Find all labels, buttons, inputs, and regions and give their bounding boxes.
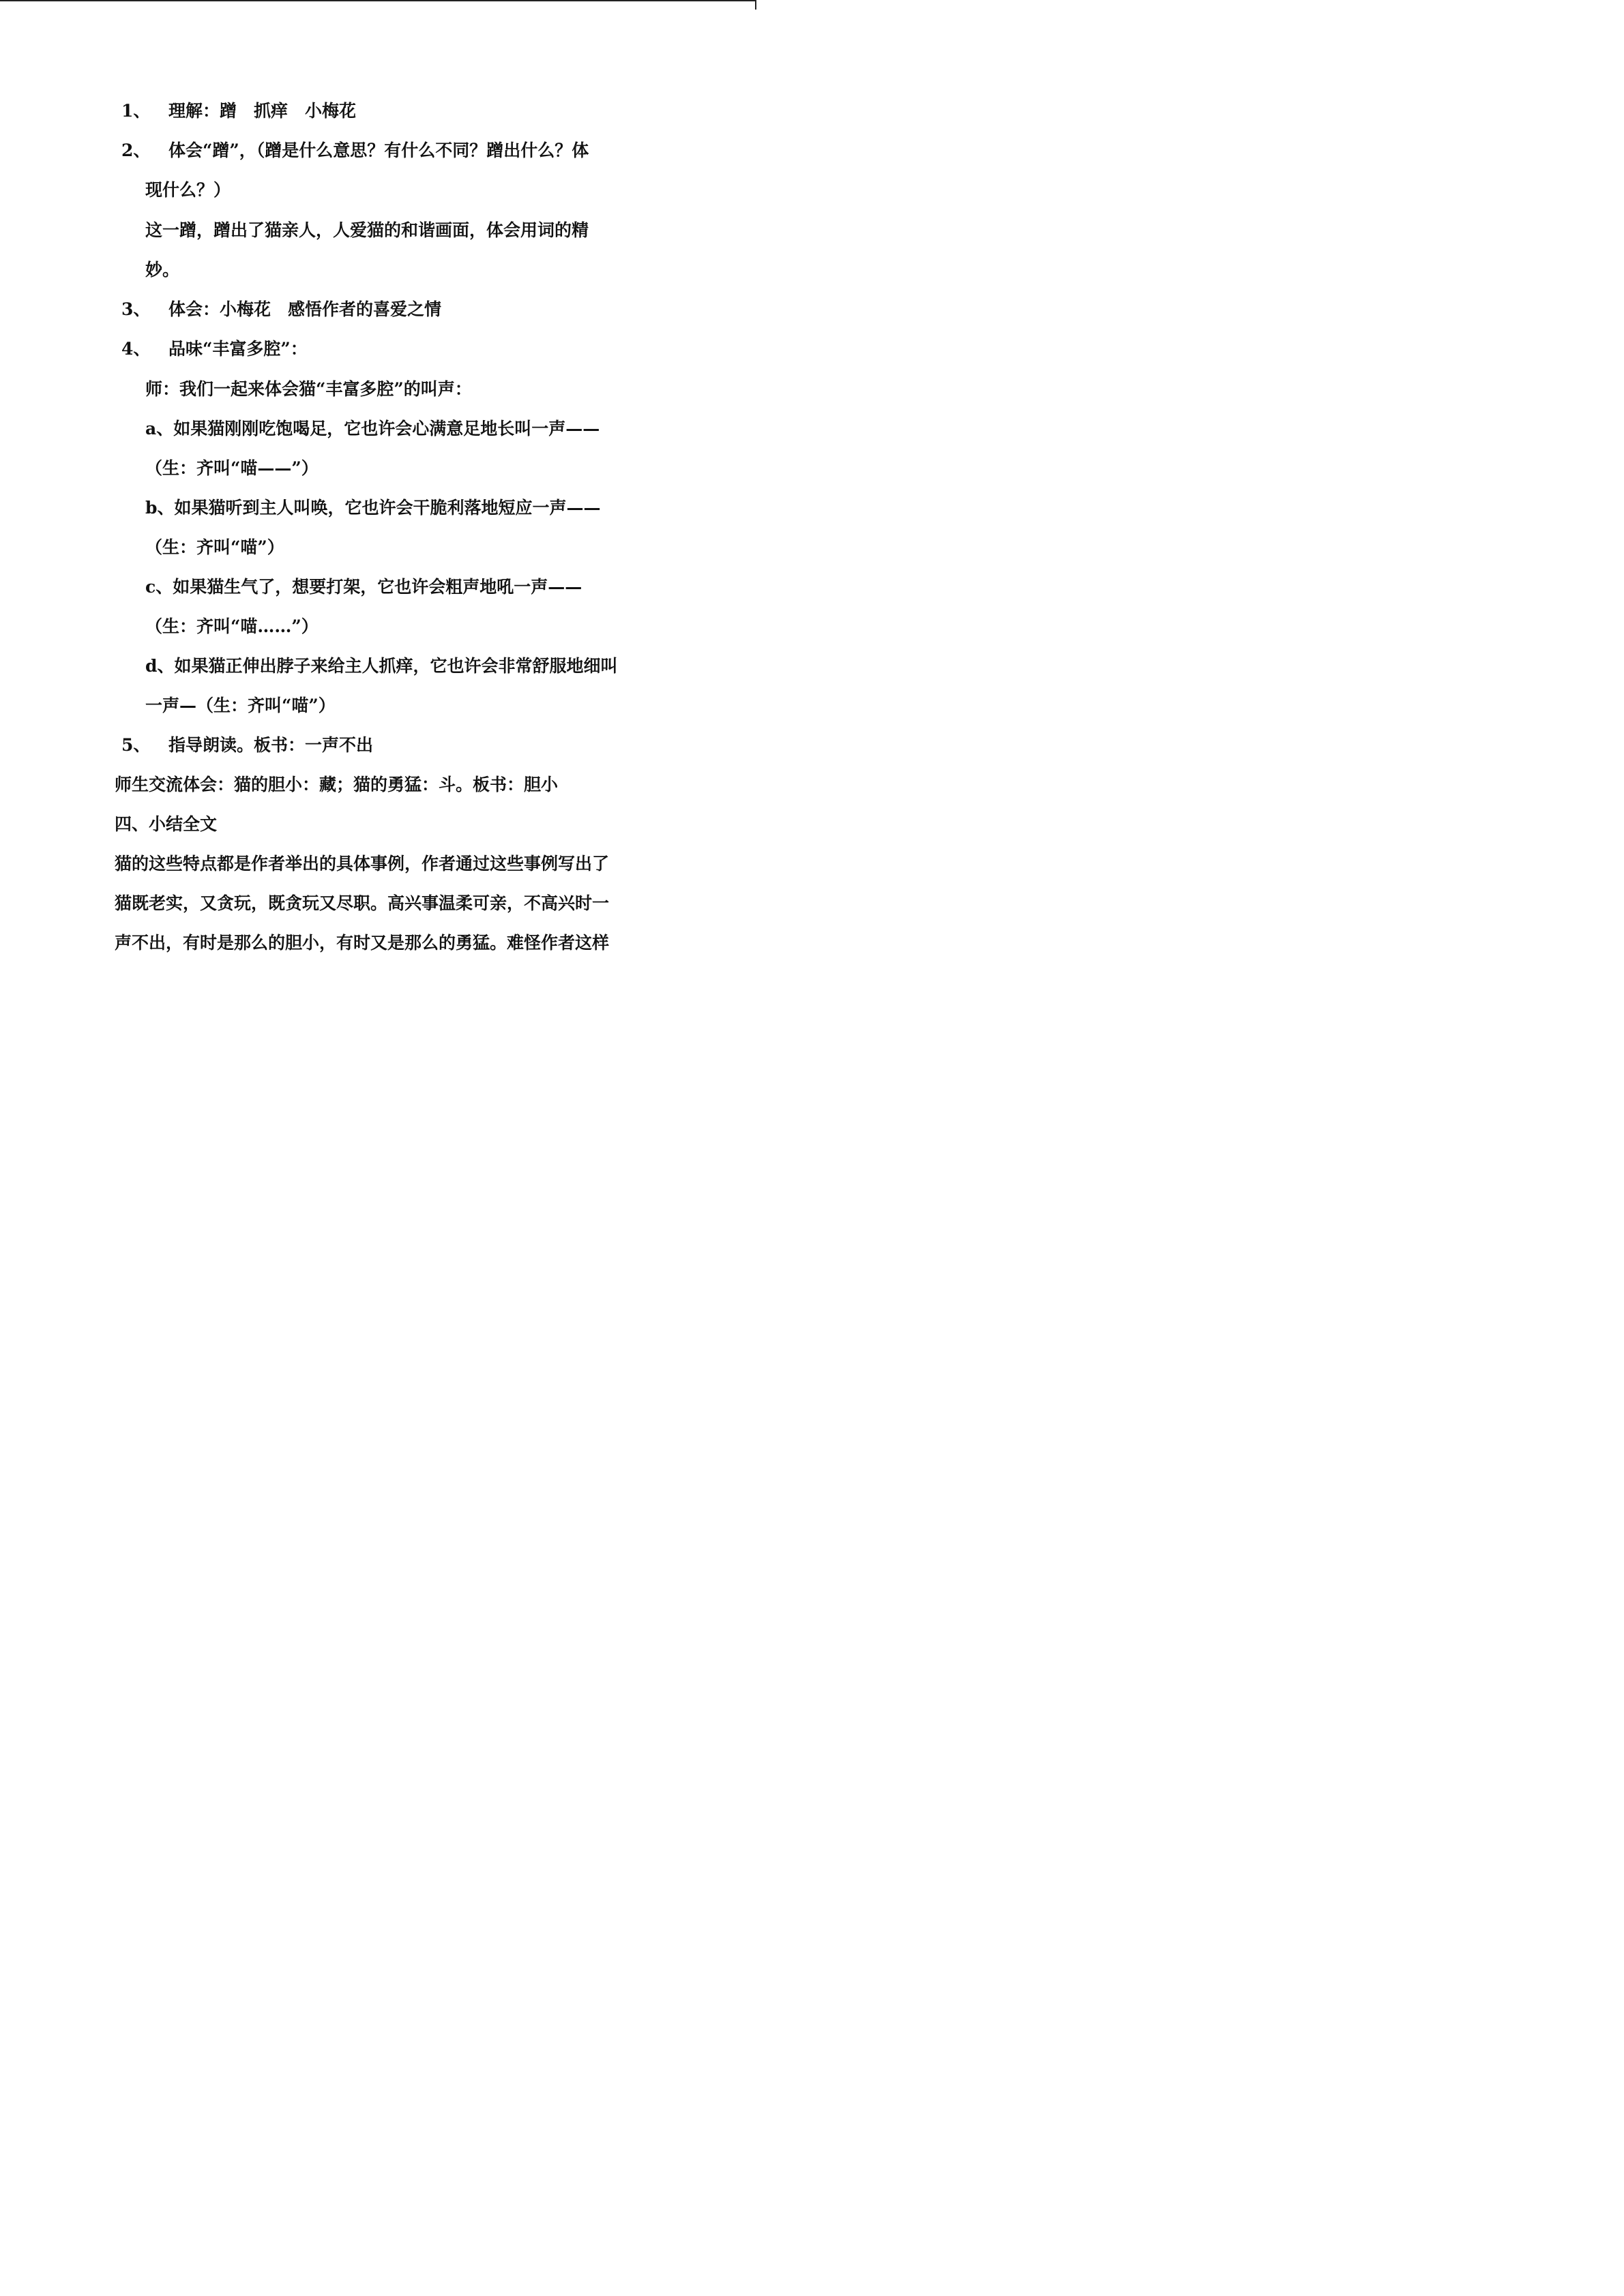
exchange-text: 师生交流体会：猫的胆小：藏；猫的勇猛：斗。板书：胆小 [115,775,559,794]
sub-item-line: d、如果猫正伸出脖子来给主人抓痒，它也许会非常舒服地细叫 [145,656,618,676]
sub-item-line: c、如果猫生气了，想要打架，它也许会粗声地吼一声—— [145,577,582,597]
item-answer-line: 这一蹭，蹭出了猫亲人，人爱猫的和谐画面，体会用词的精 [145,220,589,240]
item-text: 体会：小梅花 感悟作者的喜爱之情 [168,299,442,319]
summary-line: 猫既老实，又贪玩，既贪玩又尽职。高兴事温柔可亲，不高兴时一 [115,893,610,913]
item-text: 指导朗读。板书：一声不出 [168,735,374,755]
item-text: 理解：蹭 抓痒 小梅花 [168,101,357,121]
item-text: 品味“丰富多腔”： [168,339,308,359]
student-response: （生：齐叫“喵”） [145,537,284,557]
sub-item-line: a、如果猫刚刚吃饱喝足，它也许会心满意足地长叫一声—— [145,419,600,438]
sub-item-line: b、如果猫听到主人叫唤，它也许会干脆利落地短应一声—— [145,498,601,518]
item-number: 4、 [121,339,151,359]
item-number: 3、 [121,299,151,319]
student-response: （生：齐叫“喵——”） [145,458,319,478]
item-number: 2、 [121,140,151,160]
student-response: （生：齐叫“喵……”） [145,616,319,636]
summary-line: 声不出，有时是那么的胆小，有时又是那么的勇猛。难怪作者这样 [115,933,610,953]
student-response: 一声—（生：齐叫“喵”） [145,696,336,715]
item-text: 体会“蹭”，（蹭是什么意思？有什么不同？蹭出什么？体 [168,140,589,160]
document-page [0,0,756,1069]
page-right-border [755,0,756,10]
item-number: 1、 [121,101,151,121]
section-heading: 四、小结全文 [115,814,218,834]
page-top-border [0,0,756,1]
teacher-intro: 师：我们一起来体会猫“丰富多腔”的叫声： [145,379,472,399]
summary-line: 猫的这些特点都是作者举出的具体事例，作者通过这些事例写出了 [115,854,610,874]
item-answer-line: 妙。 [145,260,180,280]
item-number: 5、 [121,735,151,755]
item-continuation: 现什么？） [145,180,231,200]
